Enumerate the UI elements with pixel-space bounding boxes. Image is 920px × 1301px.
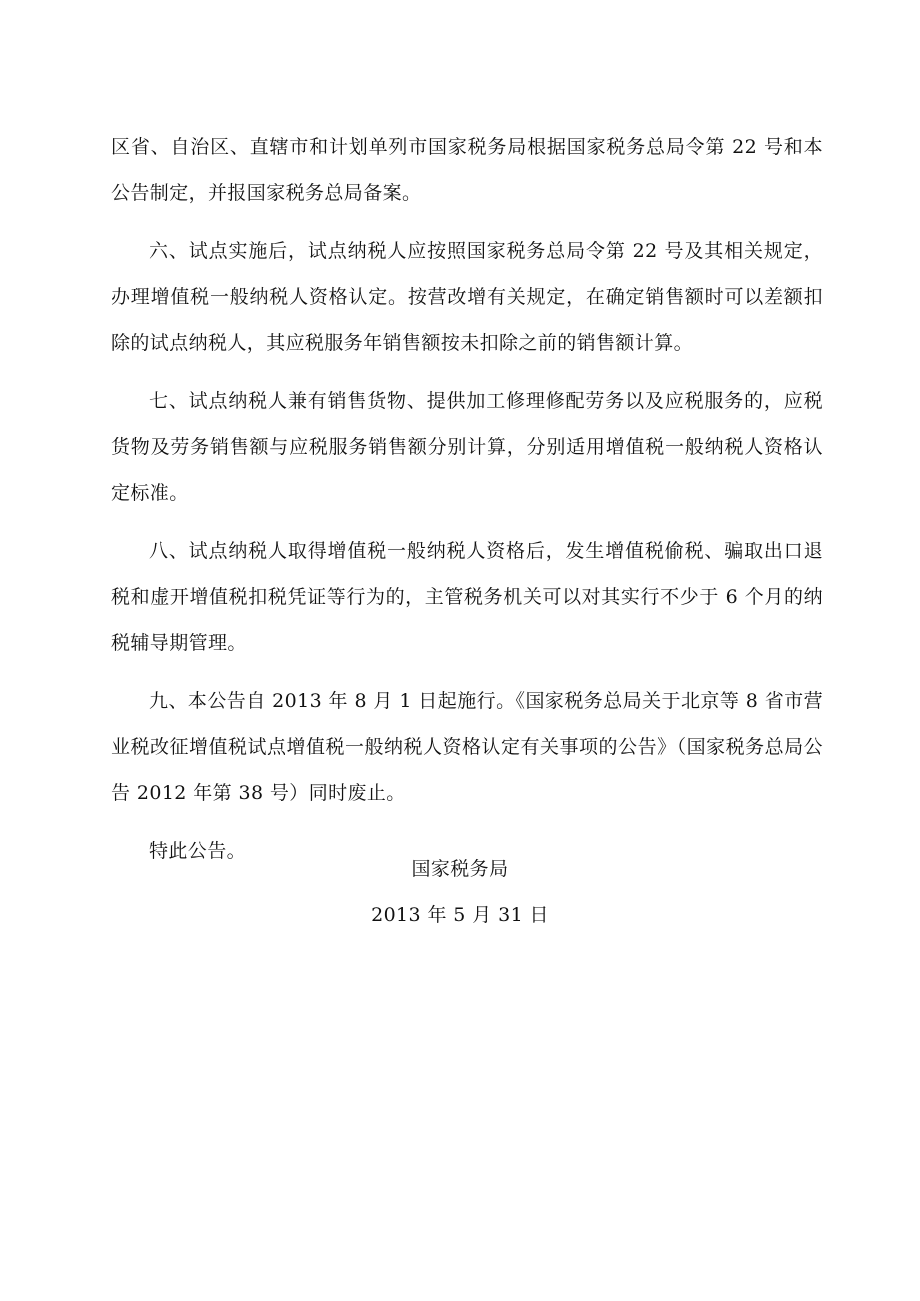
paragraph-item-6: 六、试点实施后，试点纳税人应按照国家税务总局令第 22 号及其相关规定，办理增值税一般纳税人资格认定。按营改增有关规定，在确定销售额时可以差额扣除的试点纳税人，其应税服务年销售额按未扣除之前的销售额计算。 xyxy=(111,240,823,354)
paragraph-item-7: 七、试点纳税人兼有销售货物、提供加工修理修配劳务以及应税服务的，应税货物及劳务销售额与应税服务销售额分别计算，分别适用增值税一般纳税人资格认定标准。 xyxy=(111,390,823,504)
document-body xyxy=(111,124,823,884)
closing-remark: 特此公告。 xyxy=(149,840,247,862)
signature-organization: 国家税务局 xyxy=(411,858,509,880)
signature-date: 2013 年 5 月 31 日 xyxy=(371,904,549,926)
paragraph-item-9: 九、本公告自 2013 年 8 月 1 日起施行。《国家税务总局关于北京等 8 省市营业税改征增值税试点增值税一般纳税人资格认定有关事项的公告》（国家税务总局公告 2012 年第 38 号）同时废止。 xyxy=(111,690,823,804)
paragraph-continuation: 区省、自治区、直辖市和计划单列市国家税务局根据国家税务总局令第 22 号和本公告制定，并报国家税务总局备案。 xyxy=(111,136,823,204)
paragraph-item-8: 八、试点纳税人取得增值税一般纳税人资格后，发生增值税偷税、骗取出口退税和虚开增值税扣税凭证等行为的，主管税务机关可以对其实行不少于 6 个月的纳税辅导期管理。 xyxy=(111,540,823,654)
